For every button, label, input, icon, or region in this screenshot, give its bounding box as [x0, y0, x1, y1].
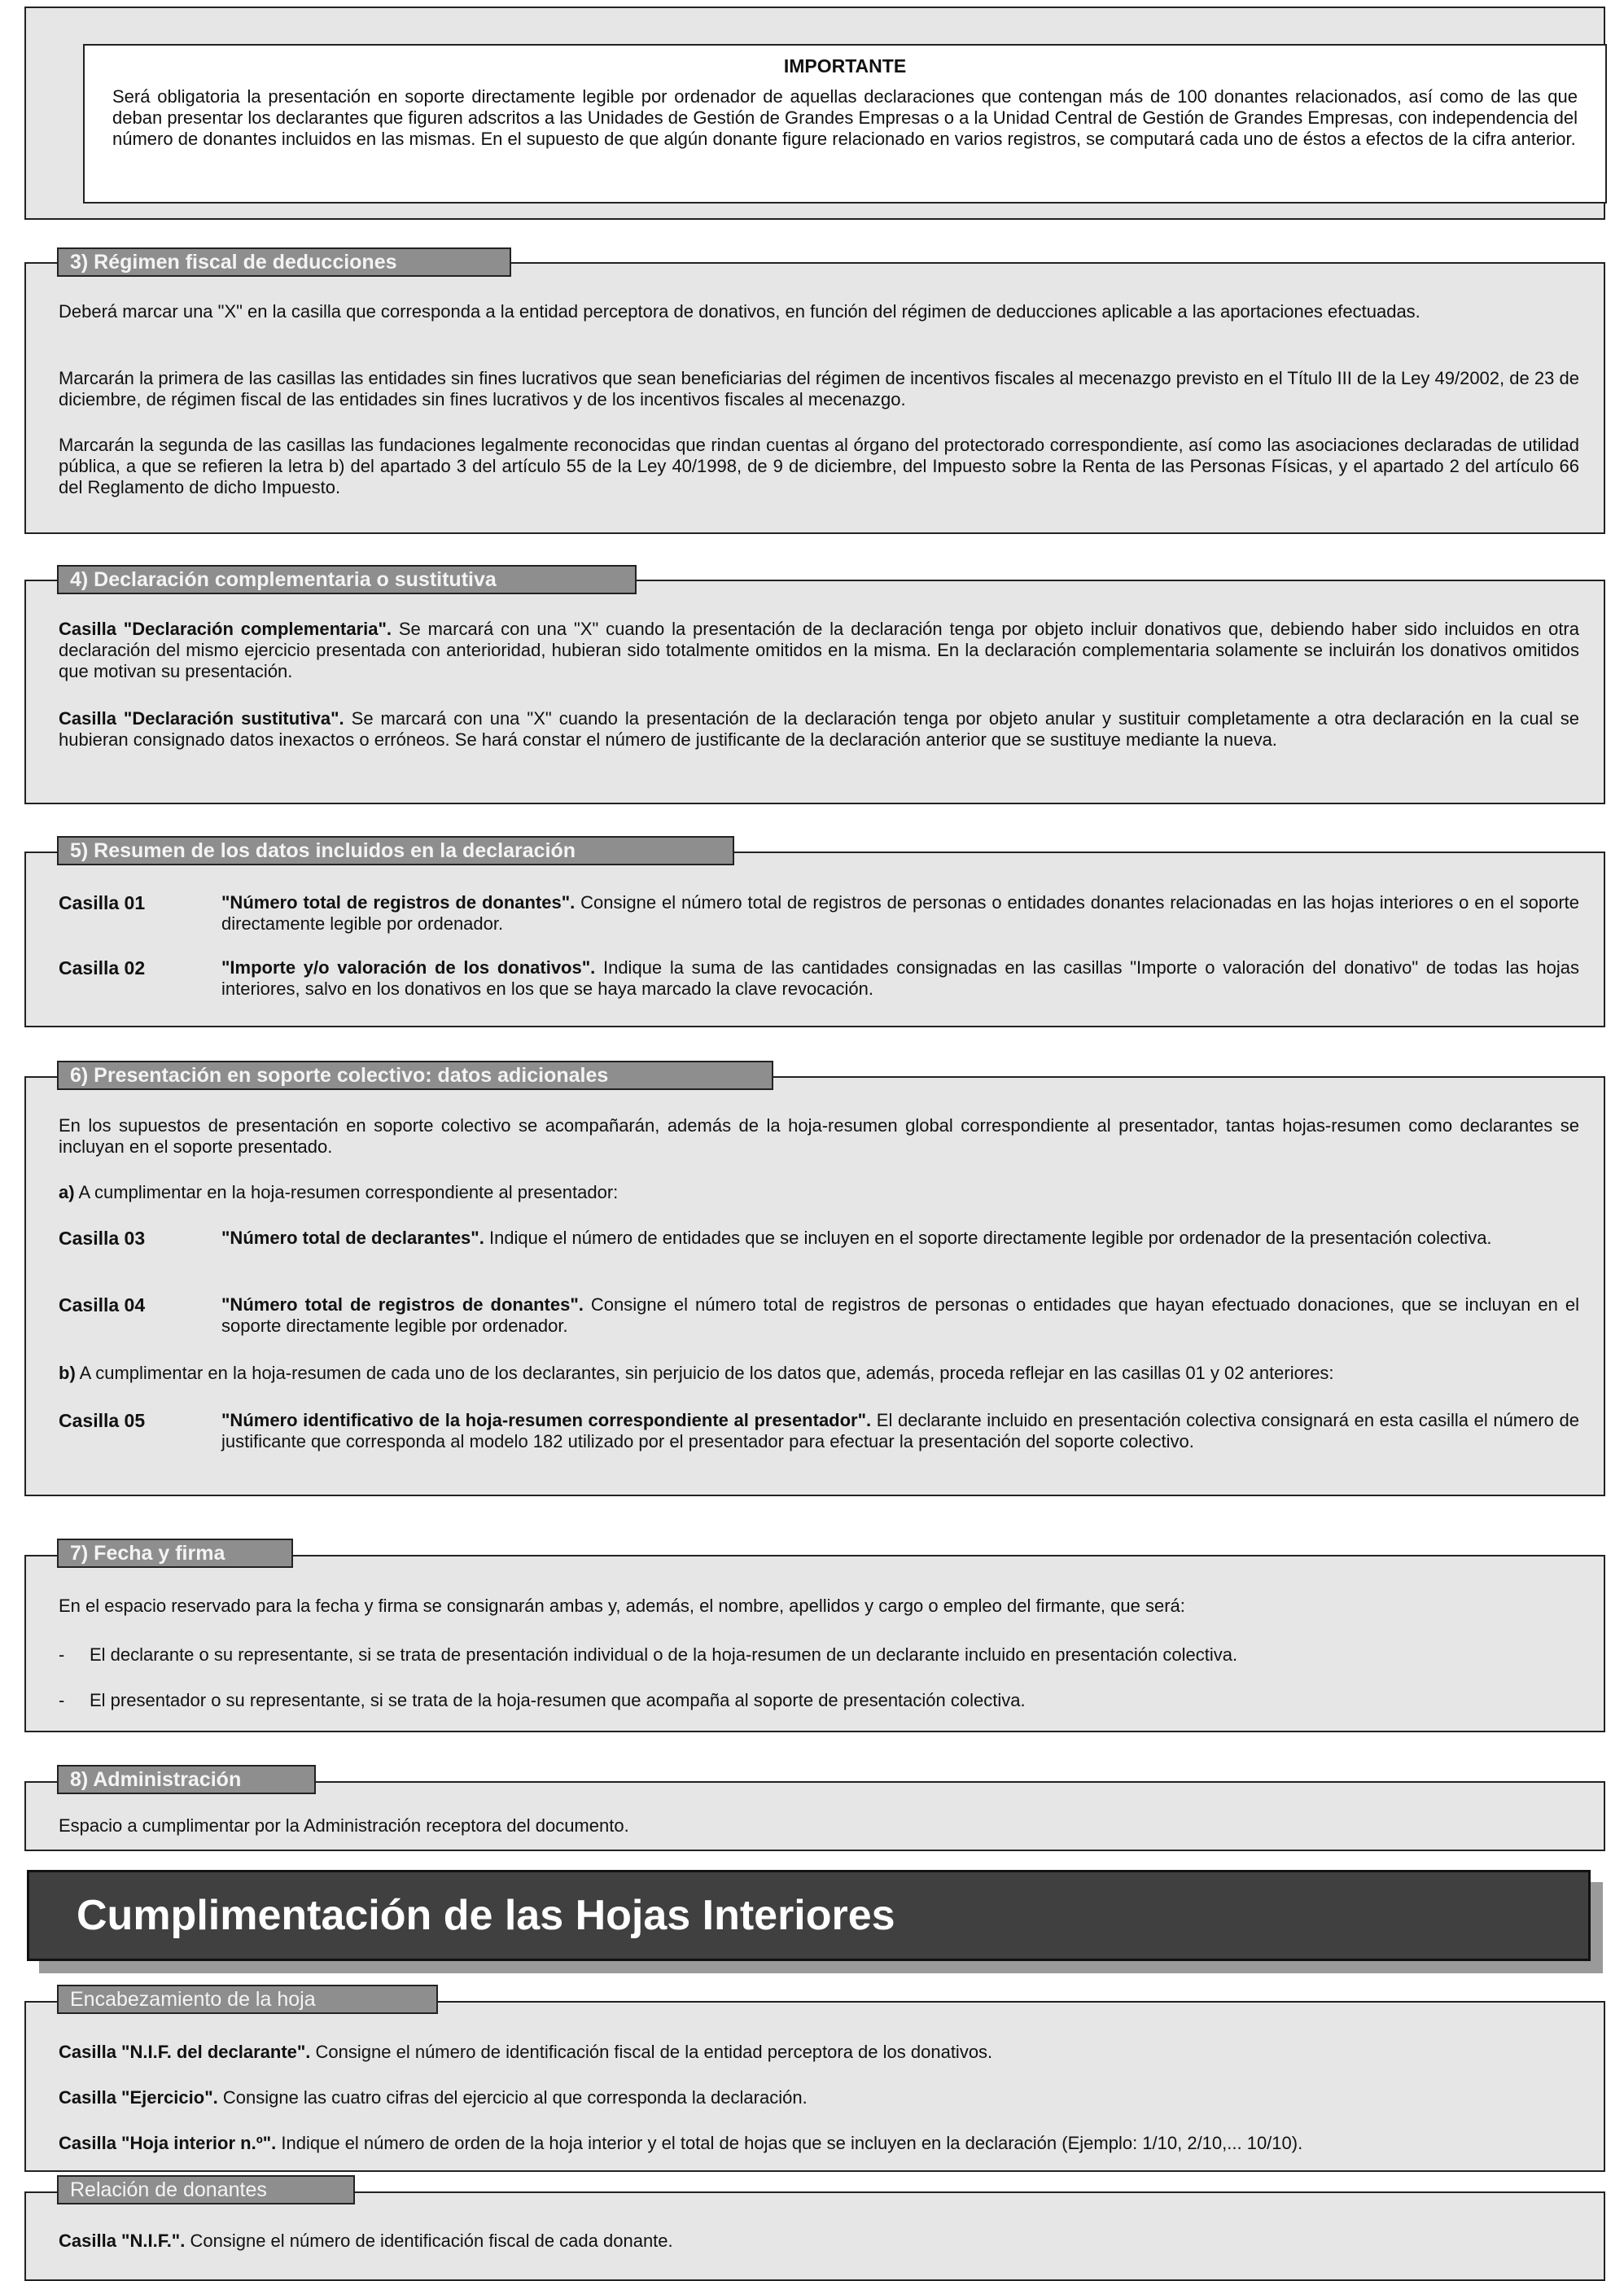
rel-row-1-text: Consigne el número de identificación fiscal de cada donante. [185, 2231, 673, 2251]
section-6-tab: 6) Presentación en soporte colectivo: datos adicionales [57, 1061, 773, 1090]
casilla-01-label: Casilla 01 [59, 892, 146, 913]
section-3-p2: Marcarán la primera de las casillas las entidades sin fines lucrativos que sean beneficiarias del régimen de incentivos fiscales al mecenazgo previsto en el Título III de la Ley 49/2002, de 23 de diciembre, de régimen fiscal de las entidades sin fines lucrativos y de los incentivos fiscales al mecenazgo. [59, 368, 1579, 409]
section-7-panel [24, 1555, 1605, 1732]
section-3-tab: 3) Régimen fiscal de deducciones [57, 247, 511, 277]
section-6-a-bold: a) [59, 1182, 75, 1202]
section-4-tab: 4) Declaración complementaria o sustitutiva [57, 565, 637, 594]
enc-row-3-bold: Casilla "Hoja interior n.º". [59, 2133, 277, 2153]
important-box [83, 44, 1607, 204]
enc-row-3-text: Indique el número de orden de la hoja interior y el total de hojas que se incluyen en la declaración (Ejemplo: 1/10, 2/10,... 10/10). [276, 2133, 1303, 2153]
casilla-03-bold: "Número total de declarantes". [221, 1228, 484, 1248]
relacion-tab: Relación de donantes [57, 2175, 355, 2204]
casilla-05-text: El declarante incluido en presentación colectiva consignará en esta casilla el número de justificante que corresponda al modelo 182 utilizado por el presentador para efectuar la presentación del soporte colectivo. [221, 1410, 1579, 1451]
casilla-02-text: Indique la suma de las cantidades consignadas en las casillas "Importe o valoración del donativo" de todas las hojas interiores, salvo en los donativos en los que se haya marcado la clave revocación. [221, 957, 1579, 999]
section-4-panel [24, 580, 1605, 804]
casilla-04-desc [221, 1294, 1579, 1337]
casilla-04-text: Consigne el número total de registros de personas o entidades que hayan efectuado donaciones, que se incluyan en el soporte directamente legible por ordenador. [221, 1294, 1579, 1336]
section-3-panel [24, 262, 1605, 534]
casilla-05-bold: "Número identificativo de la hoja-resumen correspondiente al presentador". [221, 1410, 872, 1430]
enc-row-1 [59, 2042, 1579, 2063]
casilla-05-label: Casilla 05 [59, 1410, 146, 1431]
section-6-b-text: A cumplimentar en la hoja-resumen de cada uno de los declarantes, sin perjuicio de los datos que, además, proceda reflejar en las casillas 01 y 02 anteriores: [75, 1363, 1334, 1383]
section-6-panel [24, 1076, 1605, 1496]
casilla-01-bold: "Número total de registros de donantes". [221, 892, 576, 913]
section-7-tab: 7) Fecha y firma [57, 1539, 293, 1568]
section-6-b-bold: b) [59, 1363, 76, 1383]
enc-row-3 [59, 2133, 1579, 2154]
important-text: Será obligatoria la presentación en soporte directamente legible por ordenador de aquellas declaraciones que contengan más de 100 donantes relacionados, así como de las que deban presentar los declarantes que figuren adscritos a las Unidades de Gestión de Grandes Empresas o a la Unidad Central de Gestión de Grandes Empresas, con independencia del número de donantes incluidos en las mismas. En el supuesto de que algún donante figure relacionado en varios registros, se computará cada uno de éstos a efectos de la cifra anterior. [112, 86, 1578, 149]
casilla-sustitutiva-label: Casilla "Declaración sustitutiva". [59, 708, 344, 729]
section-7-intro: En el espacio reservado para la fecha y firma se consignarán ambas y, además, el nombre, apellidos y cargo o empleo del firmante, que será: [59, 1596, 1185, 1616]
encabezamiento-panel [24, 2001, 1605, 2172]
bullet-dash-1: - [59, 1644, 65, 1665]
enc-row-2 [59, 2087, 1579, 2108]
casilla-complementaria-text: Se marcará con una "X" cuando la presentación de la declaración tenga por objeto incluir donativos que, debiendo haber sido incluidos en otra declaración del mismo ejercicio presentada con anterioridad, hubieran sido totalmente omitidos en la misma. En la declaración complementaria solamente se incluirán los donativos omitidos que motivan su presentación. [59, 619, 1579, 681]
section-3-p1: Deberá marcar una "X" en la casilla que corresponda a la entidad perceptora de donativos, en función del régimen de deducciones aplicable a las aportaciones efectuadas. [59, 301, 1420, 322]
casilla-04-label: Casilla 04 [59, 1294, 146, 1316]
section-6-a-text: A cumplimentar en la hoja-resumen correspondiente al presentador: [74, 1182, 619, 1202]
section-4-p2 [59, 708, 1579, 751]
section-7-bullet-1: El declarante o su representante, si se trata de presentación individual o de la hoja-resumen de un declarante incluido en presentación colectiva. [90, 1644, 1238, 1665]
section-6-intro: En los supuestos de presentación en soporte colectivo se acompañarán, además de la hoja-resumen global correspondiente al presentador, tantas hojas-resumen como declarantes se incluyan en el soporte presentado. [59, 1115, 1579, 1157]
section-5-panel [24, 852, 1605, 1027]
bullet-dash-2: - [59, 1690, 65, 1710]
section-5-tab: 5) Resumen de los datos incluidos en la declaración [57, 836, 734, 865]
casilla-complementaria-label: Casilla "Declaración complementaria". [59, 619, 392, 639]
casilla-02-desc [221, 957, 1579, 1000]
section-6-a [59, 1182, 1579, 1203]
important-panel [24, 7, 1605, 220]
section-8-tab: 8) Administración [57, 1765, 316, 1794]
casilla-01-text: Consigne el número total de registros de personas o entidades donantes relacionadas en las hojas interiores o en el soporte directamente legible por ordenador. [221, 892, 1579, 934]
casilla-03-text: Indique el número de entidades que se incluyen en el soporte directamente legible por ordenador de la presentación colectiva. [484, 1228, 1492, 1248]
casilla-01-desc [221, 892, 1579, 935]
casilla-03-label: Casilla 03 [59, 1228, 146, 1249]
enc-row-1-bold: Casilla "N.I.F. del declarante". [59, 2042, 311, 2062]
section-3-p3: Marcarán la segunda de las casillas las fundaciones legalmente reconocidas que rindan cuentas al órgano del protectorado correspondiente, así como las asociaciones declaradas de utilidad pública, a que se refieren la letra b) del apartado 3 del artículo 55 de la Ley 40/1998, de 9 de diciembre, del Impuesto sobre la Renta de las Personas Físicas, y el apartado 2 del artículo 66 del Reglamento de dicho Impuesto. [59, 435, 1579, 497]
rel-row-1-bold: Casilla "N.I.F.". [59, 2231, 186, 2251]
casilla-04-bold: "Número total de registros de donantes". [221, 1294, 584, 1315]
section-4-p1 [59, 619, 1579, 682]
banner-title: Cumplimentación de las Hojas Interiores [77, 1892, 895, 1939]
rel-row-1 [59, 2231, 1579, 2252]
casilla-05-desc [221, 1410, 1579, 1452]
enc-row-2-text: Consigne las cuatro cifras del ejercicio al que corresponda la declaración. [217, 2087, 808, 2108]
casilla-03-desc [221, 1228, 1579, 1249]
section-7-bullet-2: El presentador o su representante, si se trata de la hoja-resumen que acompaña al soporte de presentación colectiva. [90, 1690, 1026, 1710]
relacion-panel [24, 2191, 1605, 2281]
section-6-b [59, 1363, 1579, 1384]
section-8-text: Espacio a cumplimentar por la Administración receptora del documento. [59, 1815, 629, 1836]
casilla-sustitutiva-text: Se marcará con una "X" cuando la presentación de la declaración tenga por objeto anular y sustituir completamente a otra declaración en la cual se hubieran consignado datos inexactos o erróneos. Se hará constar el número de justificante de la declaración anterior que se sustituye mediante la nueva. [59, 708, 1579, 750]
hojas-interiores-banner [27, 1870, 1591, 1961]
casilla-02-bold: "Importe y/o valoración de los donativos". [221, 957, 596, 978]
important-title: IMPORTANTE [783, 55, 907, 77]
enc-row-2-bold: Casilla "Ejercicio". [59, 2087, 218, 2108]
casilla-02-label: Casilla 02 [59, 957, 146, 979]
encabezamiento-tab: Encabezamiento de la hoja [57, 1985, 438, 2014]
enc-row-1-text: Consigne el número de identificación fiscal de la entidad perceptora de los donativos. [310, 2042, 993, 2062]
